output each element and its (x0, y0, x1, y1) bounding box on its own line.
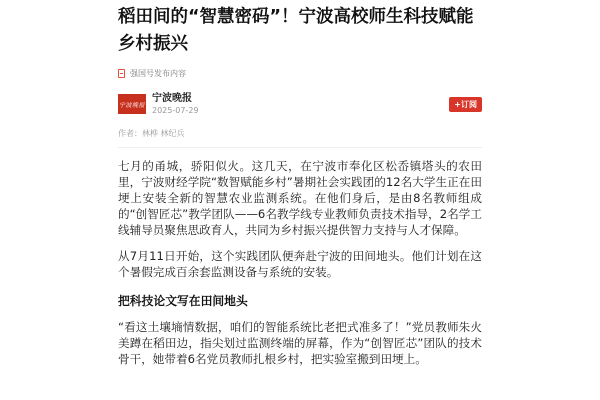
publisher-row (118, 90, 482, 118)
source-tag (118, 66, 482, 80)
article-title: 稻田间的“智慧密码”！宁波高校师生科技赋能乡村振兴 (118, 7, 474, 54)
section-heading: 把科技论文写在田间地头 (118, 294, 248, 308)
source-tag-label: 强国号发布内容 (130, 68, 186, 78)
body-paragraph-1: 七月的甬城，骄阳似火。这几天，在宁波市奉化区松岙镇塔头的农田里，宁波财经学院“数智赋能乡村”暑期社会实践团的12名大学生正在田埂上安装全新的智慧农业监测系统。在他们身后，是由8名教师组成的“创智匠芯”教学团队——6名教学线专业教师负责技术指导，2名学工线辅导员聚焦思政育人，共同为乡村振兴提供智力支持与人才保障。 (118, 159, 482, 237)
publish-date: 2025-07-29 (152, 105, 199, 115)
article-content (118, 0, 482, 367)
publisher-info (152, 93, 199, 116)
subscribe-button[interactable]: +订阅 (449, 97, 482, 112)
publisher-avatar[interactable]: 宁波晚报 (118, 94, 146, 114)
body-paragraph-2: 从7月11日开始，这个实践团队便奔赴宁波的田间地头。他们计划在这个暑假完成百余套监测设备与系统的安装。 (118, 249, 482, 279)
document-icon (118, 69, 125, 78)
publisher-name[interactable]: 宁波晚报 (152, 92, 192, 104)
body-paragraph-3: “看这土壤墒情数据，咱们的智能系统比老把式准多了！”党员教师朱火美蹲在稻田边，指尖划过监测终端的屏幕，作为“创智匠芯”团队的技术骨干，她带着6名党员教师扎根乡村，把实验室搬到田埂上。 (118, 320, 482, 366)
author-line: 作者：林桦 林纪兵 (118, 128, 482, 148)
